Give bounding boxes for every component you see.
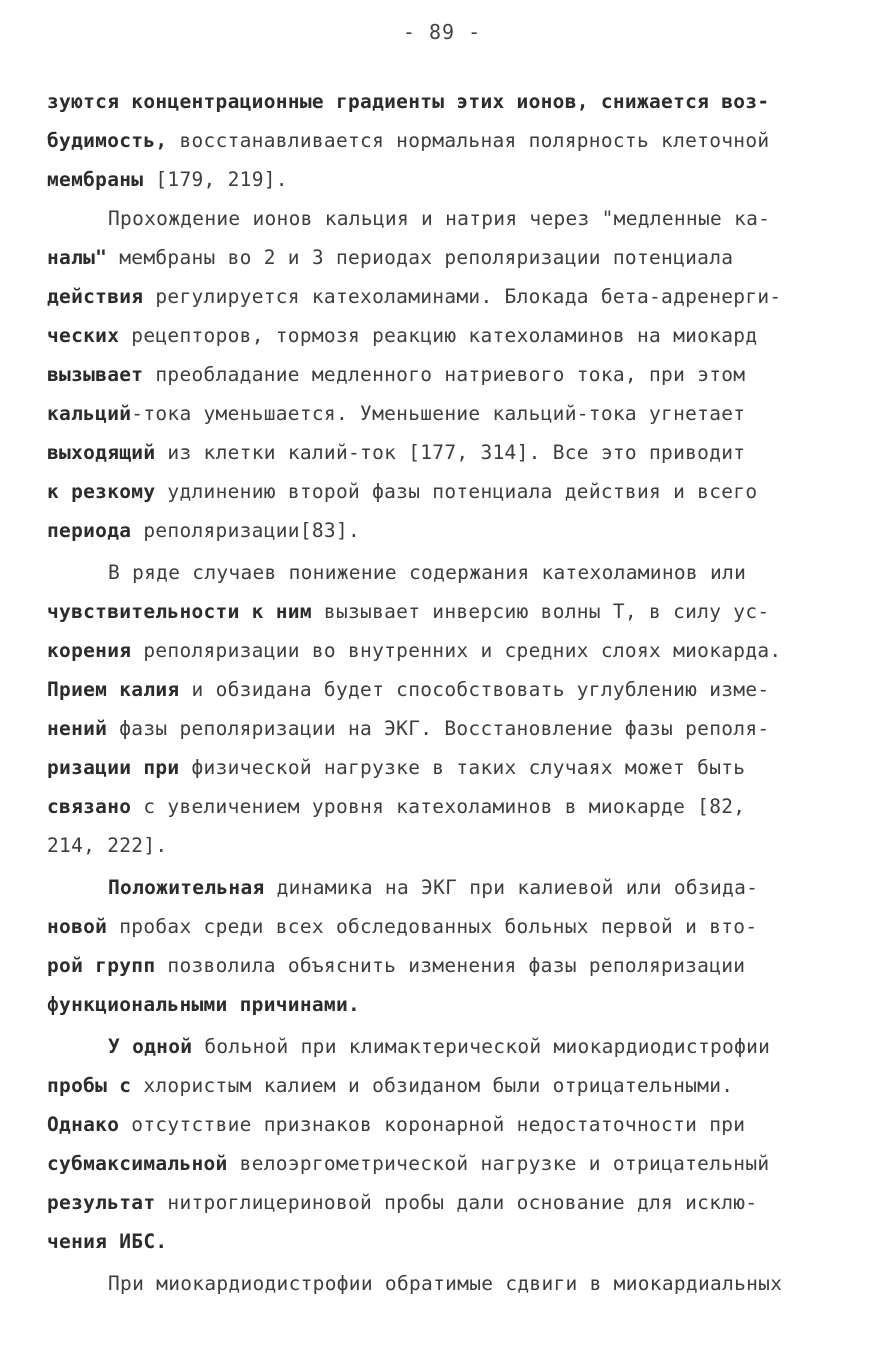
line-text: с увеличением уровня катехоламинов в миокарде [82, [131, 795, 746, 818]
line-text: фазы реполяризации на ЭКГ. Восстановление фазы реполя- [107, 717, 770, 740]
text-line [47, 1230, 167, 1254]
text-line [47, 441, 745, 465]
text-line [47, 480, 757, 504]
line-text: преобладание медленного натриевого тока, при этом [143, 363, 746, 386]
line-text: В ряде случаев понижение содержания катехоламинов или [108, 561, 747, 584]
text-line [47, 717, 769, 741]
line-text: восстанавливается нормальная полярность клеточной [167, 129, 770, 152]
emphasized-text: функциональными причинами. [47, 993, 361, 1016]
line-text: реполяризации[83]. [131, 519, 361, 542]
emphasized-text: зуются концентрационные градиенты этих ионов, снижается воз- [47, 90, 770, 113]
paragraph-start-line [108, 561, 746, 585]
line-text: Прохождение ионов кальция и натрия через "медленные ка- [108, 207, 771, 230]
emphasized-text: Положительная [108, 876, 265, 899]
text-line [47, 90, 769, 114]
text-line [47, 324, 757, 348]
page-number: - 89 - [402, 20, 482, 44]
emphasized-text: действия [47, 285, 144, 308]
emphasized-text: новой [47, 915, 108, 938]
line-text: -тока уменьшается. Уменьшение кальций-тока угнетает [131, 402, 746, 425]
line-text: физической нагрузке в таких случаях может быть [179, 756, 746, 779]
text-line [47, 954, 745, 978]
emphasized-text: чения ИБС. [47, 1230, 168, 1253]
emphasized-text: пробы с [47, 1074, 132, 1097]
emphasized-text: ризации при [47, 756, 180, 779]
emphasized-text: к резкому [47, 480, 156, 503]
line-text: пробах среди всех обследованных больных первой и вто- [107, 915, 758, 938]
emphasized-text: чувствительности к ним [47, 600, 312, 623]
text-line [47, 795, 745, 819]
paragraph-start-line [108, 1272, 782, 1296]
line-text: При миокардиодистрофии обратимые сдвиги в миокардиальных [108, 1272, 783, 1295]
line-text: рецепторов, тормозя реакцию катехоламинов на миокард [119, 324, 758, 347]
line-text: и обзидана будет способствовать углублению изме- [179, 678, 770, 701]
emphasized-text: нений [47, 717, 108, 740]
emphasized-text: субмаксимальной [47, 1152, 228, 1175]
emphasized-text: мембраны [47, 168, 144, 191]
text-line [47, 915, 757, 939]
line-text: [179, 219]. [143, 168, 288, 191]
text-line [47, 756, 745, 780]
text-line [47, 1152, 769, 1176]
emphasized-text: результат [47, 1191, 156, 1214]
text-line [47, 600, 769, 624]
line-text: нитроглицериновой пробы дали основание для исклю- [155, 1191, 758, 1214]
emphasized-text: У одной [108, 1035, 193, 1058]
line-text: отсутствие признаков коронарной недостаточности при [119, 1113, 746, 1136]
text-line [47, 246, 733, 270]
line-text: 214, 222]. [47, 834, 168, 857]
emphasized-text: будимость, [47, 129, 168, 152]
line-text: реполяризации во внутренних и средних слоях миокарда. [131, 639, 782, 662]
paragraph-start-line [108, 207, 770, 231]
line-text: из клетки калий-ток [177, 314]. Все это приводит [155, 441, 746, 464]
text-line [47, 639, 781, 663]
text-line [47, 1113, 745, 1137]
text-line [47, 1191, 757, 1215]
paragraph-start-line [108, 1035, 770, 1059]
line-text: велоэргометрической нагрузке и отрицательный [227, 1152, 770, 1175]
text-line [47, 678, 769, 702]
emphasized-text: ческих [47, 324, 120, 347]
text-line [47, 519, 360, 543]
emphasized-text: Прием калия [47, 678, 180, 701]
line-text: динамика на ЭКГ при калиевой или обзида- [264, 876, 759, 899]
emphasized-text: периода [47, 519, 132, 542]
emphasized-text: налы" [47, 246, 108, 269]
line-text: позволила объяснить изменения фазы реполяризации [155, 954, 746, 977]
emphasized-text: Однако [47, 1113, 120, 1136]
line-text: регулируется катехоламинами. Блокада бета-адренерги- [143, 285, 782, 308]
text-line [47, 1074, 733, 1098]
text-line [47, 285, 781, 309]
line-text: вызывает инверсию волны Т, в силу ус- [311, 600, 770, 623]
line-text: хлористым калием и обзиданом были отрицательными. [131, 1074, 734, 1097]
line-text: удлинению второй фазы потенциала действия и всего [155, 480, 758, 503]
text-line [47, 834, 167, 858]
line-text: больной при климактерической миокардиодистрофии [192, 1035, 771, 1058]
line-text: мембраны во 2 и 3 периодах реполяризации потенциала [107, 246, 734, 269]
text-line [47, 993, 360, 1017]
text-line [47, 129, 769, 153]
text-line [47, 168, 288, 192]
emphasized-text: связано [47, 795, 132, 818]
emphasized-text: выходящий [47, 441, 156, 464]
emphasized-text: корения [47, 639, 132, 662]
emphasized-text: кальций [47, 402, 132, 425]
paragraph-start-line [108, 876, 758, 900]
text-line [47, 363, 745, 387]
emphasized-text: вызывает [47, 363, 144, 386]
text-line [47, 402, 745, 426]
emphasized-text: рой групп [47, 954, 156, 977]
